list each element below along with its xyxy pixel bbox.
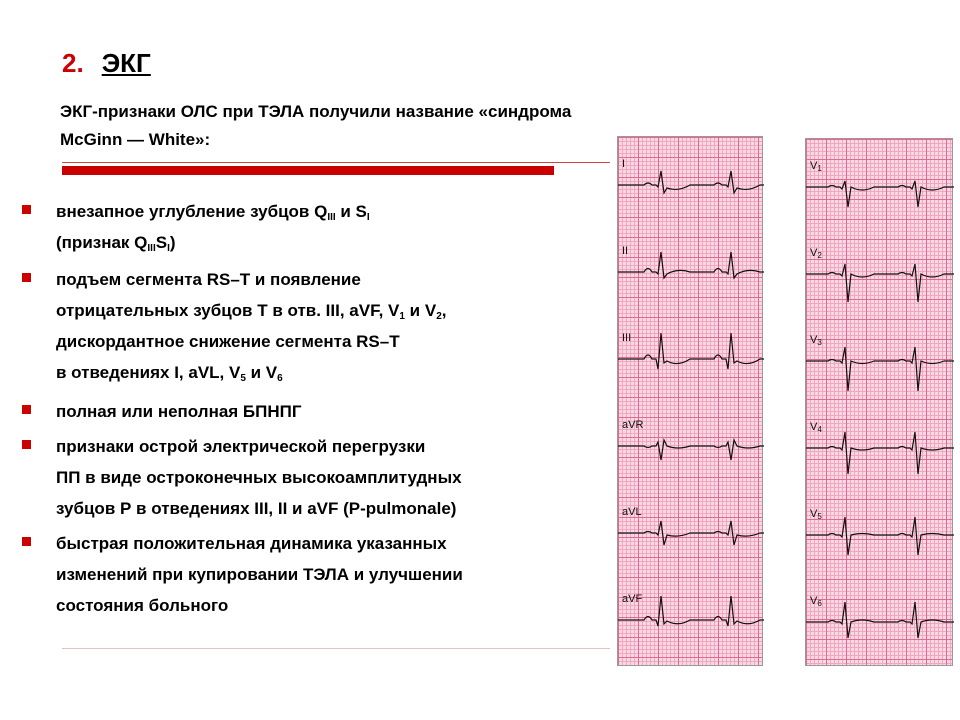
lead-label: V3 — [810, 334, 822, 347]
bullet-line — [56, 357, 622, 388]
text-run: ПП в виде остроконечных высокоамплитудных — [56, 468, 462, 487]
text-run: S — [155, 233, 168, 252]
lead-label: I — [622, 158, 626, 170]
slide-heading: ЭКГ — [101, 48, 151, 78]
lead-label: V5 — [810, 508, 822, 521]
text-run: в отведениях I, aVL, V — [56, 363, 241, 382]
text-run: подъем сегмента RS–T и появление — [56, 270, 361, 289]
text-run: изменений при купировании ТЭЛА и улучшении — [56, 565, 463, 584]
bullet-line — [56, 396, 622, 427]
bullet-item — [22, 431, 622, 524]
text-run: признаки острой электрической перегрузки — [56, 437, 426, 456]
ecg-trace — [618, 171, 764, 193]
ecg-trace — [806, 517, 954, 555]
ecg-trace — [806, 432, 954, 474]
divider-line — [62, 162, 610, 163]
bullet-list — [22, 196, 622, 621]
text-run: внезапное углубление зубцов Q — [56, 202, 328, 221]
bullet-line — [56, 528, 622, 559]
bullet-marker — [22, 440, 31, 449]
ecg-trace — [806, 602, 954, 638]
bullet-item — [22, 264, 622, 388]
text-run: , — [441, 301, 447, 320]
bullet-line — [56, 493, 622, 524]
ecg-chest-traces — [806, 139, 954, 667]
bullet-item — [22, 528, 622, 621]
bullet-marker — [22, 273, 31, 282]
text-run: дискордантное снижение сегмента RS–T — [56, 332, 400, 351]
ecg-trace — [618, 440, 764, 460]
text-run: полная или неполная БПНПГ — [56, 402, 302, 421]
text-run: состояния больного — [56, 596, 229, 615]
bullet-line — [56, 431, 622, 462]
subscript: III — [327, 212, 336, 223]
slide-title — [62, 48, 151, 79]
text-run: (признак Q — [56, 233, 148, 252]
lead-label: V1 — [810, 160, 822, 173]
subscript: 2 — [436, 311, 442, 322]
lead-label: aVL — [622, 506, 642, 518]
text-run: и S — [335, 202, 367, 221]
lead-label: V4 — [810, 421, 822, 434]
ecg-trace — [618, 252, 764, 278]
subscript: 5 — [240, 373, 246, 384]
ecg-trace — [806, 264, 954, 302]
bullet-line — [56, 264, 622, 295]
lead-label: V2 — [810, 247, 822, 260]
slide-subtitle: ЭКГ-признаки ОЛС при ТЭЛА получили название «синдрома McGinn — White»: — [60, 102, 572, 149]
bullet-item — [22, 396, 622, 427]
bullet-line — [56, 196, 622, 227]
text-run: быстрая положительная динамика указанных — [56, 534, 447, 553]
ecg-limb-leads-image — [617, 136, 763, 666]
bullet-line — [56, 559, 622, 590]
lead-label: III — [622, 332, 632, 344]
subscript: III — [147, 243, 156, 254]
ecg-trace — [618, 333, 764, 369]
slide-number: 2. — [62, 48, 84, 78]
text-run: ) — [169, 233, 176, 252]
ecg-limb-traces — [618, 137, 764, 667]
ecg-trace — [806, 181, 954, 207]
lead-label: aVF — [622, 593, 643, 605]
bullet-marker — [22, 537, 31, 546]
subscript: 1 — [399, 311, 405, 322]
bullet-line — [56, 590, 622, 621]
lead-label: V6 — [810, 595, 822, 608]
ecg-trace — [806, 347, 954, 391]
bullet-line — [56, 462, 622, 493]
text-run: и V — [404, 301, 437, 320]
bullet-item — [22, 196, 622, 258]
lead-label: aVR — [622, 419, 644, 431]
text-run: и V — [245, 363, 278, 382]
bullet-marker — [22, 205, 31, 214]
bottom-divider — [62, 648, 610, 649]
bullet-line — [56, 295, 622, 326]
bullet-line — [56, 326, 622, 357]
ecg-trace — [618, 521, 764, 545]
lead-label: II — [622, 245, 629, 257]
accent-bar — [62, 166, 554, 175]
subscript: I — [167, 243, 170, 254]
bullet-marker — [22, 405, 31, 414]
ecg-chest-leads-image — [805, 138, 953, 666]
subscript: 6 — [277, 373, 283, 384]
text-run: отрицательных зубцов Т в отв. III, aVF, V — [56, 301, 400, 320]
subscript: I — [366, 212, 370, 223]
text-run: зубцов Р в отведениях III, II и aVF (P-pulmonale) — [56, 499, 457, 518]
bullet-line — [56, 227, 622, 258]
